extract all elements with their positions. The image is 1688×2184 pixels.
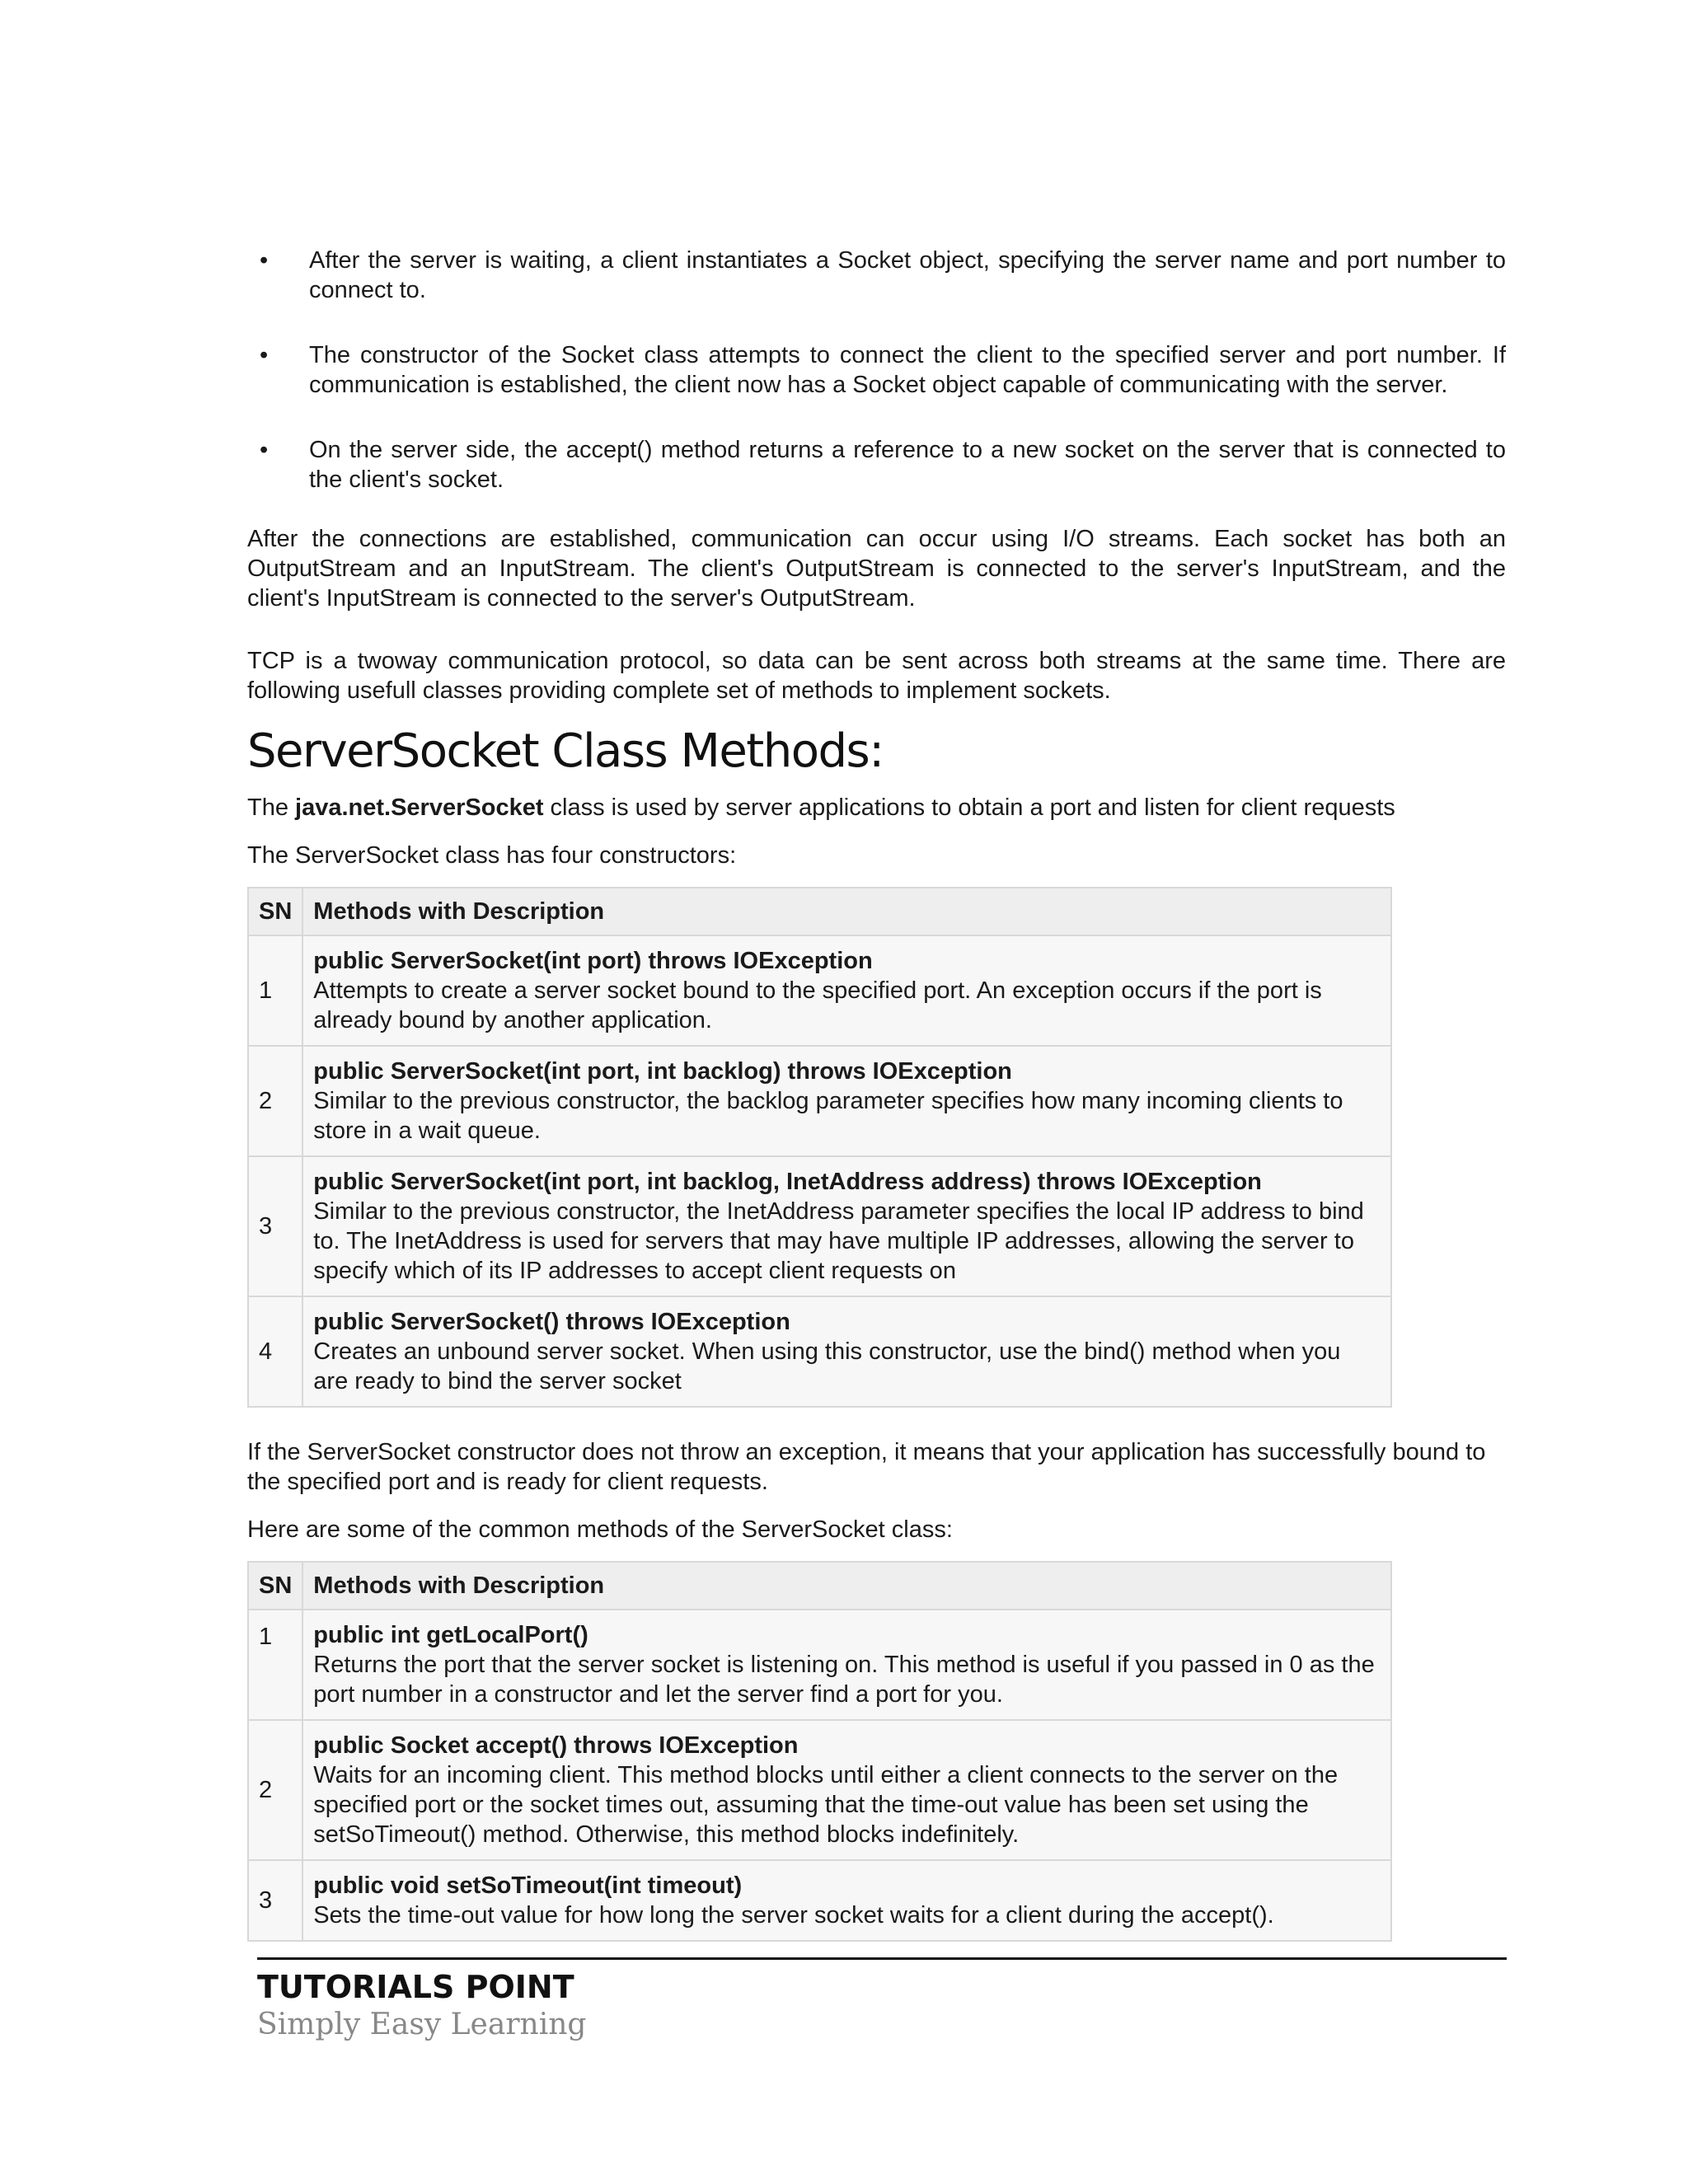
method-description: Returns the port that the server socket is listening on. This method is useful if you passed in 0 as the port number in a constructor and let the server find a port for you. <box>313 1652 1375 1708</box>
method-description: Creates an unbound server socket. When using this constructor, use the bind() method when you are ready to bind the server socket <box>313 1338 1341 1394</box>
table-row <box>248 1046 1391 1156</box>
bullet-item <box>247 340 1506 400</box>
bullet-text: After the server is waiting, a client instantiates a Socket object, specifying the server name and port number to connect to. <box>309 247 1506 303</box>
bullet-list <box>247 246 1506 494</box>
row-number: 1 <box>248 935 302 1046</box>
after-constructors-text: If the ServerSocket constructor does not throw an exception, it means that your application has successfully bound to the specified port and is ready for client requests. <box>247 1439 1486 1495</box>
row-content <box>302 1860 1391 1941</box>
row-content <box>302 1720 1391 1860</box>
row-number: 1 <box>248 1610 302 1720</box>
streams-paragraph: After the connections are established, communication can occur using I/O streams. Each socket has both an OutputStream and an InputStream. The client's OutputStream is connected to the server's InputStream, and the client's InputStream is connected to the server's OutputStream. <box>247 526 1506 612</box>
table-header-row <box>248 1562 1391 1610</box>
method-signature: public int getLocalPort() <box>313 1622 588 1648</box>
table-row <box>248 1610 1391 1720</box>
method-signature: public Socket accept() throws IOException <box>313 1732 799 1759</box>
page-footer <box>257 1957 1507 2044</box>
constructors-intro: The ServerSocket class has four constructors: <box>247 842 737 869</box>
method-description: Waits for an incoming client. This method blocks until either a client connects to the server on the specified port or the socket times out, assuming that the time-out value has been set using the setSoTimeout() method. Otherwise, this method blocks indefinitely. <box>313 1762 1339 1848</box>
table-header-row <box>248 888 1391 935</box>
method-signature: public ServerSocket(int port) throws IOException <box>313 948 873 974</box>
tcp-paragraph: TCP is a twoway communication protocol, so data can be sent across both streams at the same time. There are following usefull classes providing complete set of methods to implement sockets. <box>247 648 1506 704</box>
constructors-table <box>247 887 1392 1408</box>
bullet-item <box>247 435 1506 494</box>
class-intro-prefix: The <box>247 794 296 821</box>
class-name: java.net.ServerSocket <box>295 794 544 821</box>
description-header: Methods with Description <box>302 1562 1391 1610</box>
section-title: ServerSocket Class Methods: <box>247 724 884 778</box>
method-signature: public void setSoTimeout(int timeout) <box>313 1872 743 1899</box>
table-row <box>248 1720 1391 1860</box>
row-content <box>302 935 1391 1046</box>
method-description: Attempts to create a server socket bound to the specified port. An exception occurs if the port is already bound by another application. <box>313 977 1322 1033</box>
method-description: Similar to the previous constructor, the backlog parameter specifies how many incoming clients to store in a wait queue. <box>313 1088 1343 1144</box>
table-row <box>248 1156 1391 1296</box>
bullet-icon: • <box>260 437 269 463</box>
methods-table <box>247 1561 1392 1942</box>
footer-tagline: Simply Easy Learning <box>257 2008 587 2041</box>
methods-intro: Here are some of the common methods of the ServerSocket class: <box>247 1516 953 1543</box>
row-content <box>302 1610 1391 1720</box>
table-row <box>248 935 1391 1046</box>
method-description: Sets the time-out value for how long the server socket waits for a client during the accept(). <box>313 1902 1274 1929</box>
class-intro <box>247 793 1506 823</box>
method-signature: public ServerSocket(int port, int backlog, InetAddress address) throws IOException <box>313 1169 1262 1195</box>
row-content <box>302 1156 1391 1296</box>
method-description: Similar to the previous constructor, the InetAddress parameter specifies the local IP address to bind to. The InetAddress is used for servers that may have multiple IP addresses, allowing the server to specify which of its IP addresses to accept client requests on <box>313 1198 1364 1284</box>
row-content <box>302 1046 1391 1156</box>
row-content <box>302 1296 1391 1407</box>
footer-divider <box>257 1957 1507 1960</box>
bullet-icon: • <box>260 342 269 368</box>
row-number: 3 <box>248 1156 302 1296</box>
description-header: Methods with Description <box>302 888 1391 935</box>
page-content <box>247 246 1506 1971</box>
sn-header: SN <box>248 888 302 935</box>
sn-header: SN <box>248 1562 302 1610</box>
row-number: 2 <box>248 1046 302 1156</box>
method-signature: public ServerSocket() throws IOException <box>313 1309 790 1335</box>
row-number: 4 <box>248 1296 302 1407</box>
bullet-text: On the server side, the accept() method returns a reference to a new socket on the server that is connected to the client's socket. <box>309 437 1506 493</box>
row-number: 3 <box>248 1860 302 1941</box>
table-row <box>248 1296 1391 1407</box>
table-row <box>248 1860 1391 1941</box>
footer-brand: TUTORIALS POINT <box>257 1969 574 2005</box>
bullet-icon: • <box>260 247 269 274</box>
method-signature: public ServerSocket(int port, int backlog) throws IOException <box>313 1058 1012 1085</box>
bullet-item <box>247 246 1506 305</box>
row-number: 2 <box>248 1720 302 1860</box>
bullet-text: The constructor of the Socket class attempts to connect the client to the specified server and port number. If communication is established, the client now has a Socket object capable of communicating with the server. <box>309 342 1506 398</box>
class-intro-suffix: class is used by server applications to obtain a port and listen for client requests <box>543 794 1395 821</box>
